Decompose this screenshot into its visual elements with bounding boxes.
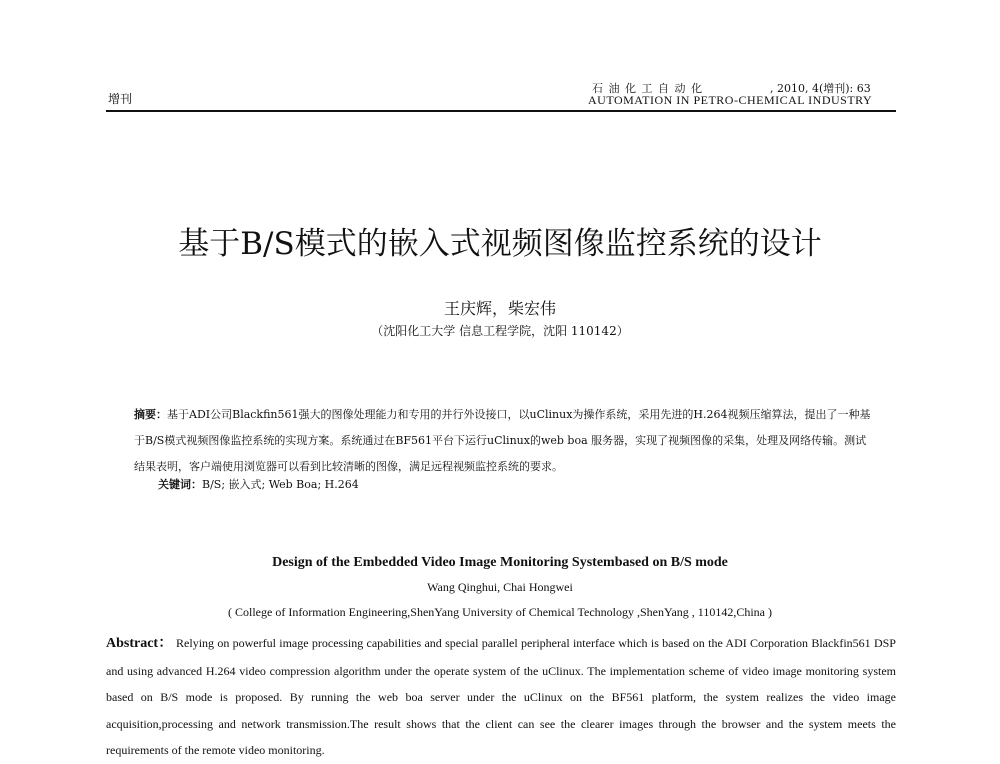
chinese-keywords-text: B/S; 嵌入式; Web Boa; H.264 [202, 478, 359, 491]
header-section-label: 增刊 [108, 92, 133, 106]
chinese-abstract-text: 基于ADI公司Blackfin561强大的图像处理能力和专用的并行外设接口，以uClinux为操作系统，采用先进的H.264视频压缩算法，提出了一种基于B/S模式视频图像监控系统的实现方案。系统通过在BF561平台下运行uClinux的web boa 服务器，实现了视频图像的采集，处理及网络传输。测试结果表明，客户端使用浏览器可以看到比较清晰的图像，满足远程视频监控系统的要求。 [134, 408, 871, 473]
header-journal-en: AUTOMATION IN PETRO-CHEMICAL INDUSTRY [588, 93, 873, 107]
english-abstract-text: Relying on powerful image processing capabilities and special parallel peripheral interface which is based on the ADI Corporation Blackfin561 DSP and using advanced H.264 video compression algorithm under the operate system of the uClinux. The implementation scheme of video image monitoring system based on B/S mode is proposed. By running the web boa server under the uClinux on the BF561 platform, the system realizes the video image acquisition,processing and network transmission.The result shows that the client can see the clearer images through the browser and the system meets the requirements of the remote video monitoring. [106, 636, 896, 757]
english-abstract-label: Abstract： [106, 636, 173, 651]
header-journal-cn: 石 油 化 工 自 动 化 [592, 82, 703, 95]
english-abstract [106, 630, 896, 764]
chinese-keywords [158, 476, 359, 492]
english-title: Design of the Embedded Video Image Monitoring Systembased on B/S mode [272, 555, 728, 570]
english-affiliation: ( College of Information Engineering,ShenYang University of Chemical Technology ,ShenYang , 110142,China ) [228, 605, 772, 619]
chinese-abstract [134, 402, 874, 480]
header-issue: , 2010, 4(增刊): 63 [770, 82, 871, 95]
chinese-title: 基于B/S模式的嵌入式视频图像监控系统的设计 [178, 226, 822, 262]
chinese-abstract-label: 摘要： [134, 408, 167, 421]
header-rule [106, 110, 896, 112]
english-authors: Wang Qinghui, Chai Hongwei [427, 580, 573, 594]
chinese-keywords-label: 关键词： [158, 478, 202, 491]
chinese-authors: 王庆辉，柴宏伟 [443, 299, 556, 318]
chinese-affiliation: （沈阳化工大学 信息工程学院，沈阳 110142） [371, 324, 629, 338]
